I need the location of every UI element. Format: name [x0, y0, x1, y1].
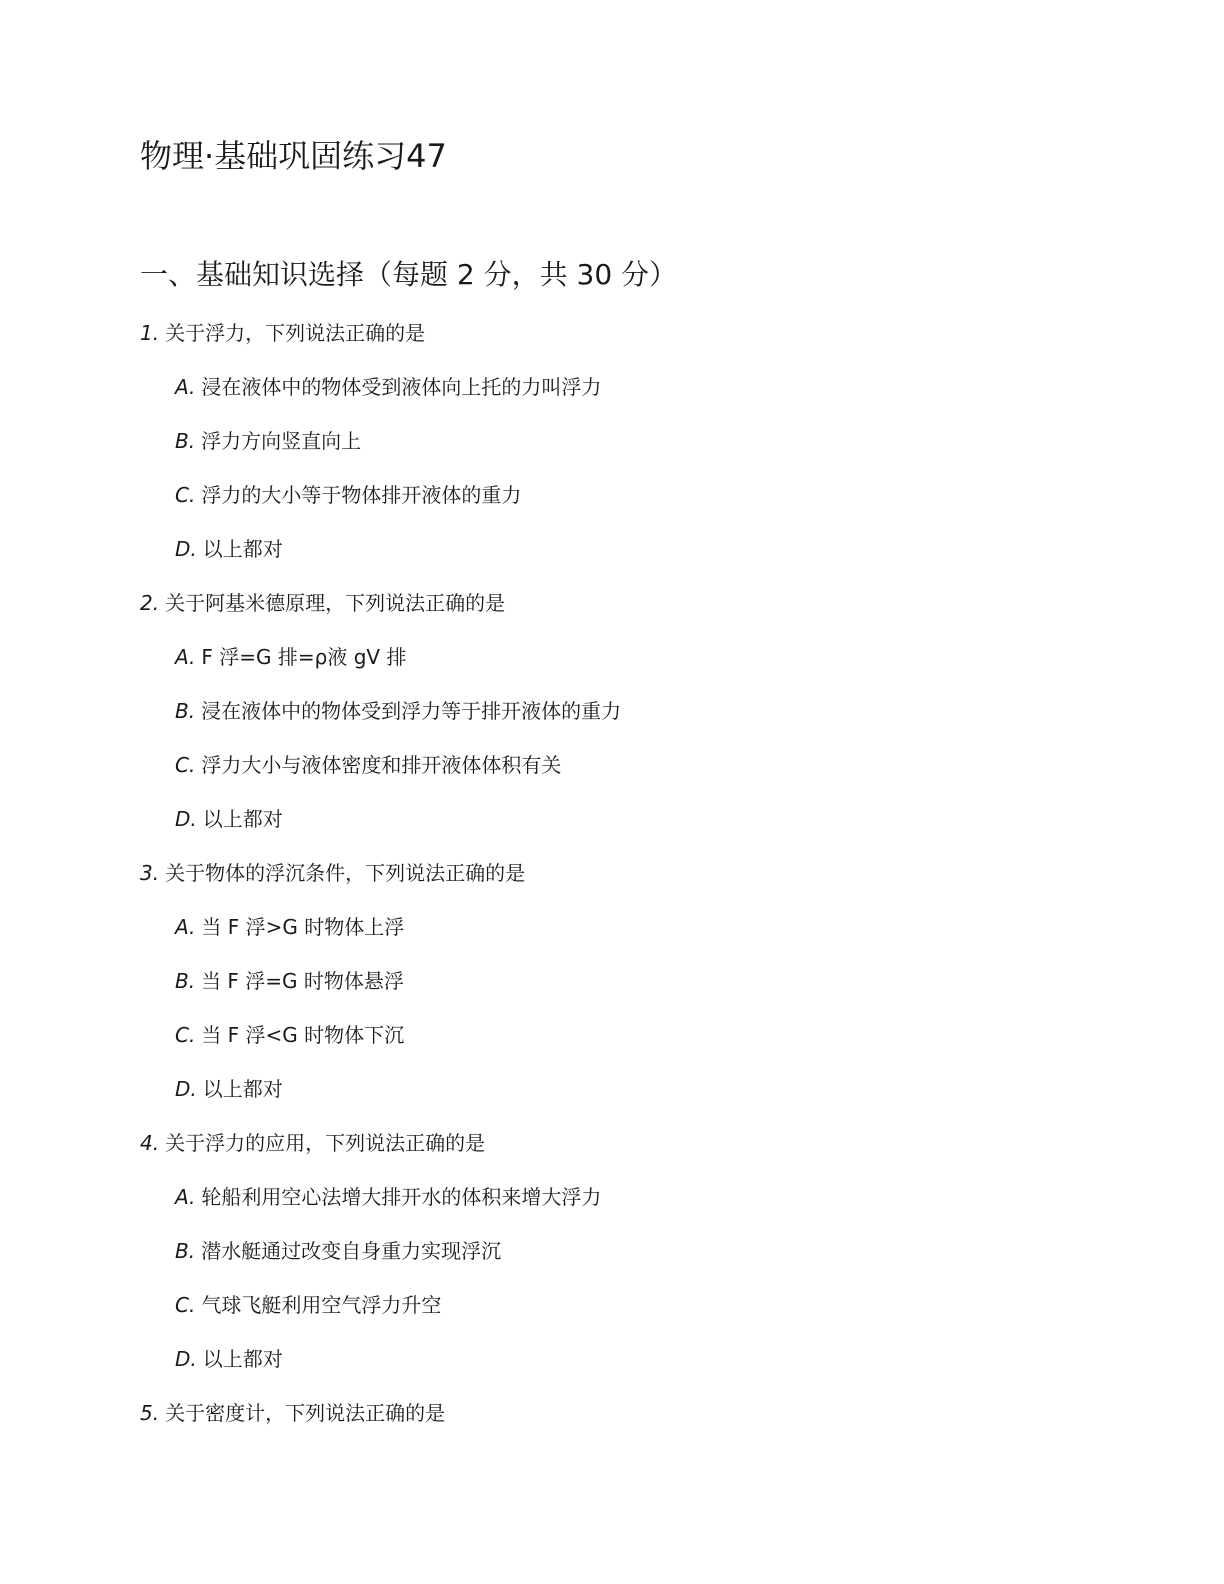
question-4-option-b-label: B. — [175, 1239, 196, 1263]
question-1-option-b — [175, 426, 361, 456]
question-1-option-c-label: C. — [175, 483, 196, 507]
question-1-option-a-label: A. — [175, 375, 196, 399]
question-2-option-d — [175, 804, 283, 834]
question-2-option-c-text: 浮力大小与液体密度和排开液体体积有关 — [201, 753, 562, 777]
question-4-option-b-text: 潜水艇通过改变自身重力实现浮沉 — [201, 1239, 502, 1263]
question-4 — [140, 1128, 485, 1158]
question-4-option-c-label: C. — [175, 1293, 196, 1317]
question-1-option-b-label: B. — [175, 429, 196, 453]
question-1-option-d — [175, 534, 283, 564]
section-heading: 一、基础知识选择（每题 2 分，共 30 分） — [140, 258, 678, 291]
question-1 — [140, 318, 425, 348]
question-2-label: 2. — [140, 591, 160, 615]
question-1-option-c — [175, 480, 521, 510]
question-2-option-a-text: F 浮=G 排=ρ液 gV 排 — [201, 645, 407, 669]
question-2-option-a-label: A. — [175, 645, 196, 669]
question-3-option-d — [175, 1074, 283, 1104]
question-3-label: 3. — [140, 861, 160, 885]
question-4-option-d — [175, 1344, 283, 1374]
question-1-label: 1. — [140, 321, 160, 345]
question-4-option-a-label: A. — [175, 1185, 196, 1209]
question-2-option-c — [175, 750, 561, 780]
question-3-option-c-label: C. — [175, 1023, 196, 1047]
question-4-option-c-text: 气球飞艇利用空气浮力升空 — [201, 1293, 442, 1317]
question-4-option-a-text: 轮船利用空心法增大排开水的体积来增大浮力 — [201, 1185, 602, 1209]
question-2-option-d-label: D. — [175, 807, 197, 831]
question-3-option-a-label: A. — [175, 915, 196, 939]
question-3-option-a-text: 当 F 浮>G 时物体上浮 — [201, 915, 405, 939]
document-title: 物理·基础巩固练习47 — [140, 137, 447, 175]
question-5-label: 5. — [140, 1401, 160, 1425]
question-1-option-c-text: 浮力的大小等于物体排开液体的重力 — [201, 483, 522, 507]
question-1-option-d-text: 以上都对 — [202, 537, 283, 561]
question-4-text: 关于浮力的应用，下列说法正确的是 — [165, 1131, 486, 1155]
question-4-option-a — [175, 1182, 601, 1212]
question-2-option-d-text: 以上都对 — [202, 807, 283, 831]
question-1-option-d-label: D. — [175, 537, 197, 561]
question-3 — [140, 858, 525, 888]
question-4-option-c — [175, 1290, 441, 1320]
question-3-option-c-text: 当 F 浮<G 时物体下沉 — [201, 1023, 405, 1047]
question-3-option-b-text: 当 F 浮=G 时物体悬浮 — [201, 969, 404, 993]
question-2-option-c-label: C. — [175, 753, 196, 777]
question-5-text: 关于密度计，下列说法正确的是 — [165, 1401, 446, 1425]
question-2-option-b-label: B. — [175, 699, 196, 723]
question-3-option-a — [175, 912, 404, 942]
question-2-option-b-text: 浸在液体中的物体受到浮力等于排开液体的重力 — [201, 699, 622, 723]
question-4-option-b — [175, 1236, 501, 1266]
question-3-option-b — [175, 966, 404, 996]
question-1-option-b-text: 浮力方向竖直向上 — [201, 429, 362, 453]
question-3-option-b-label: B. — [175, 969, 196, 993]
question-2 — [140, 588, 505, 618]
question-3-option-c — [175, 1020, 404, 1050]
question-2-option-b — [175, 696, 621, 726]
question-1-text: 关于浮力，下列说法正确的是 — [165, 321, 426, 345]
question-4-option-d-text: 以上都对 — [202, 1347, 283, 1371]
question-4-option-d-label: D. — [175, 1347, 197, 1371]
question-1-option-a-text: 浸在液体中的物体受到液体向上托的力叫浮力 — [201, 375, 602, 399]
question-1-option-a — [175, 372, 601, 402]
question-3-option-d-label: D. — [175, 1077, 197, 1101]
question-5 — [140, 1398, 445, 1428]
question-3-option-d-text: 以上都对 — [202, 1077, 283, 1101]
question-3-text: 关于物体的浮沉条件，下列说法正确的是 — [165, 861, 526, 885]
question-2-option-a — [175, 642, 406, 672]
question-2-text: 关于阿基米德原理，下列说法正确的是 — [165, 591, 506, 615]
question-4-label: 4. — [140, 1131, 160, 1155]
